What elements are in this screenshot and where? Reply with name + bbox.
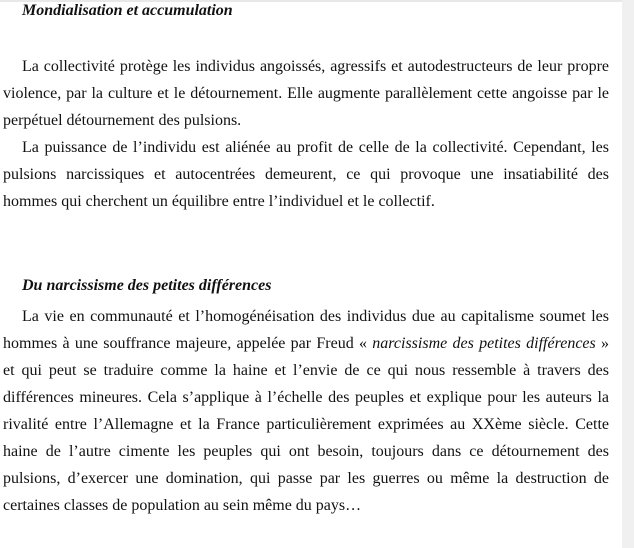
freud-quote: narcissisme des petites différences bbox=[372, 335, 596, 352]
text-line: pulsions, d’exercer une domination, qui passe par les guerres ou même la destruction de bbox=[3, 470, 609, 487]
text-line: pulsions narcissiques et autocentrées demeurent, ce qui provoque une insatiabilité des bbox=[3, 166, 609, 183]
scrollbar-track[interactable] bbox=[622, 0, 634, 548]
text-line: haine de l’autre cimente les peuples qui ont besoin, toujours dans ce détournement des bbox=[3, 443, 609, 460]
text-line bbox=[3, 330, 609, 357]
text-line: La vie en communauté et l’homogénéisation des individus due au capitalisme soumet les bbox=[22, 308, 609, 325]
section-heading: Du narcissisme des petites différences bbox=[22, 277, 272, 294]
text-line: violence, par la culture et le détournement. Elle augmente parallèlement cette angoisse par le bbox=[3, 85, 609, 102]
text-line: hommes qui cherchent un équilibre entre l’individuel et le collectif. bbox=[3, 193, 435, 210]
text-line: La puissance de l’individu est aliénée au profit de celle de la collectivité. Cependant, les bbox=[22, 139, 609, 156]
text-line: rivalité entre l’Allemagne et la France particulièrement exprimées au XXème siècle. Cette bbox=[3, 416, 609, 433]
text-span: hommes à une souffrance majeure, appelée par Freud « bbox=[3, 335, 367, 352]
text-span: » bbox=[601, 335, 610, 352]
text-line: et qui peut se traduire comme la haine et l’envie de ce qui nous ressemble à travers des bbox=[3, 362, 609, 379]
text-line: différences mineures. Cela s’applique à l’échelle des peuples et explique pour les auteurs la bbox=[3, 389, 609, 406]
text-line: La collectivité protège les individus angoissés, agressifs et autodestructeurs de leur propre bbox=[22, 58, 609, 75]
section-heading: Mondialisation et accumulation bbox=[22, 2, 233, 19]
text-line: perpétuel détournement des pulsions. bbox=[3, 112, 242, 129]
text-line: certaines classes de population au sein même du pays… bbox=[3, 497, 362, 514]
